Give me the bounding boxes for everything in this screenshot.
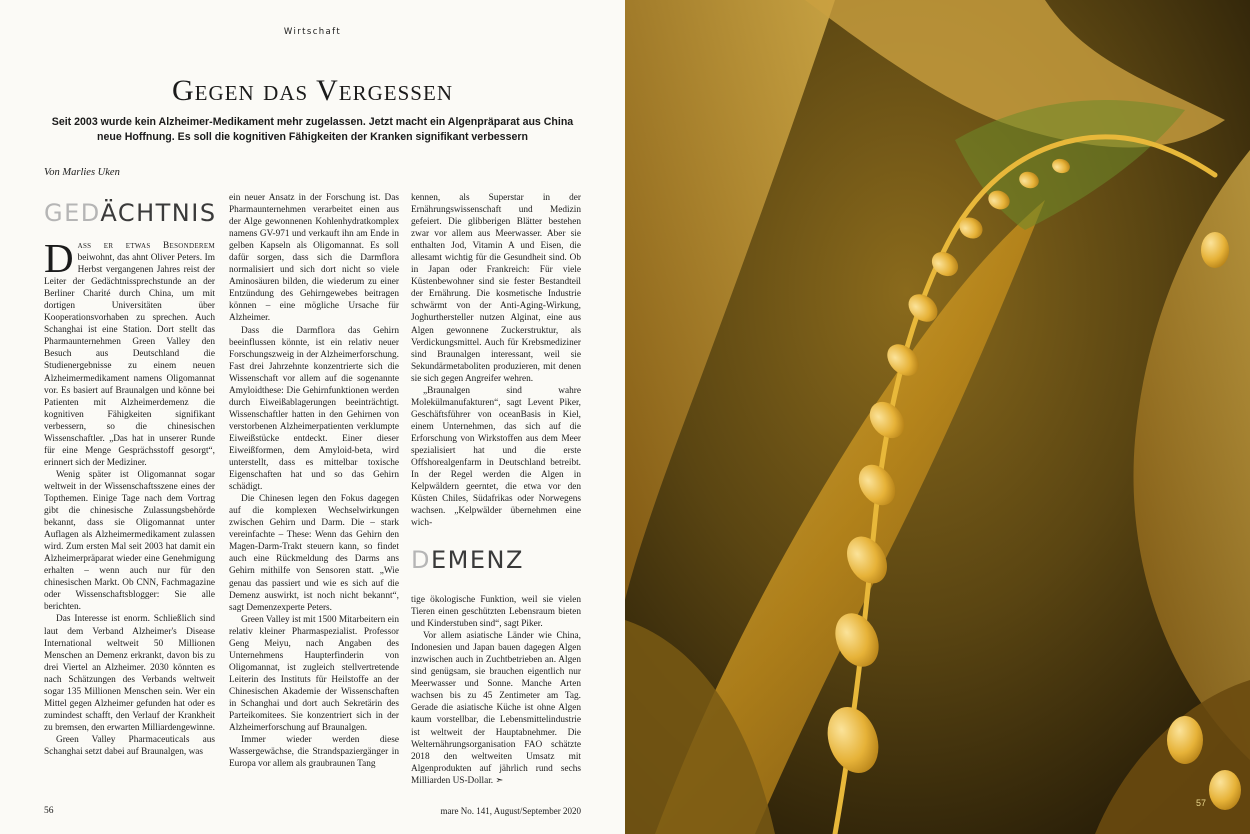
article-subtitle: Seit 2003 wurde kein Alzheimer-Medikament mehr zugelassen. Jetzt macht ein Algenpräparat aus China neue Hoffnung. Es soll die kognitiven Fähigkeiten der Kranken signifikant verbessern	[51, 116, 574, 143]
paragraph: Das Interesse ist enorm. Schließlich sind laut dem Verband Alzheimer's Disease International weltweit 50 Millionen Menschen an Demenz erkrankt, davon bis zu drei Viertel an Alzheimer. 2030 könnten es nach Schätzungen des Verbands weltweit sogar 135 Millionen Menschen sein. Wer ein Mittel gegen Alzheimer gefunden hat oder es zumindest schafft, den Verlauf der Krankheit zu bremsen, den erwarten Milliardengewinne.	[44, 614, 215, 733]
heading-dark-part: ÄCHTNIS	[100, 199, 217, 227]
heading-grey-part: D	[411, 546, 431, 574]
paragraph: „Braunalgen sind wahre Molekülmanufakturen“, sagt Levent Piker, Geschäftsführer von oceanBasis in Kiel, einem Unternehmen, das sich auf die Erforschung von Wirkstoffen aus dem Meer spezialisiert hat und die erste Offshorealgenfarm in Deutschland betreibt. In der Regel werden die Algen in Kelpwäldern geerntet, die etwa vor den Küsten Chiles, Südafrikas oder Norwegens wachsen. „Kelpwälder übernehmen eine wich-	[411, 385, 581, 529]
byline: Von Marlies Uken	[44, 167, 120, 178]
text-column-1	[44, 235, 215, 758]
paragraph: Immer wieder werden diese Wassergewächse, die Strandspaziergänger in Europa vor allem als graubraunen Tang	[229, 735, 399, 770]
heading-dark-part: EMENZ	[430, 546, 524, 574]
paragraph: ein neuer Ansatz in der Forschung ist. Das Pharmaunternehmen verarbeitet einen aus der Alge gewonnenen Kohlenhydratkomplex namens GV-971 und verkauft ihn am Ende in gelben Kapseln als Oligomannat. Es soll dafür sorgen, dass sich die Darmflora normalisiert und sich dort nicht so viele Aminosäuren bilden, die wiederum zu einer Entzündung des Gehirngewebes beitragen können – eine mögliche Ursache für Alzheimer.	[229, 193, 399, 324]
paragraph: Dass die Darmflora das Gehirn beeinflussen könnte, ist ein relativ neuer Forschungszweig in der Alzheimerforschung. Fast drei Jahrzehnte konzentrierte sich die Wissenschaft vor allem auf die sogenannte Amyloidthese: Die Gehirnfunktionen werden durch Eiweißablagerungen beeinträchtigt. Wissenschaftler hatten in den Gehirnen von verstorbenen Alzheimerpatienten verklumpte Eiweißstücke entdeckt. Einer dieser Eiweißformen, dem Amyloid-beta, wird unterstellt, dass es mittelbar toxische Eigenschaften hat und so das Gehirn schädigt.	[229, 325, 399, 493]
section-rubric: Wirtschaft	[283, 27, 342, 37]
heading-grey-part: GED	[44, 199, 101, 227]
article-title: Gegen das Vergessen	[172, 74, 453, 107]
paragraph: tige ökologische Funktion, weil sie vielen Tieren einen geschützten Lebensraum bieten und Kinderstuben sind“, sagt Piker.	[411, 595, 581, 630]
drop-cap: D	[44, 235, 74, 281]
kelp-photo	[625, 0, 1250, 834]
text-column-3	[411, 192, 581, 529]
paragraph: Dass er etwas Besonderem beiwohnt, das ahnt Oliver Peters. Im Herbst vergangenen Jahres reist der Leiter der Gedächtnissprechstunde an der Berliner Charité durch China, um mit dortigen Universitäten über Kooperationsvorhaben zu sprechen. Auch Schanghai ist eine Station. Dort stellt das Pharmaunternehmen Green Valley den Besuch aus Deutschland die Studienergebnisse zu einem neuen Alzheimermedikament namens Oligomannat vor. Es basiert auf Braunalgen und könne bei Patienten mit Alzheimerdemenz die kognitiven Fähigkeiten signifikant verbessern, so die chinesischen Wissenschaftler. „Das hat in unserer Runde für eine Menge Gesprächsstoff gesorgt“, erinnert sich der Mediziner.	[44, 235, 215, 468]
page-number-left: 56	[44, 806, 54, 816]
kelp-illustration	[625, 0, 1250, 834]
page-number-right: 57	[1195, 798, 1206, 808]
text-column-3-continued	[411, 594, 581, 787]
issue-credit: mare No. 141, August/September 2020	[440, 806, 581, 816]
paragraph: Green Valley Pharmaceuticals aus Schanghai setzt dabei auf Braunalgen, was	[44, 734, 215, 757]
paragraph: Green Valley ist mit 1500 Mitarbeitern ein relativ kleiner Pharmaspezialist. Professor Geng Meiyu, nach Angaben des Unternehmens Haupterfinderin von Oligomannat, ist zugleich stellvertretende Leiterin des Instituts für Heilstoffe an der Chinesischen Akademie der Wissenschaften in Schanghai und dort auch Sekretärin des Parteikomitees. Sie konzentriert sich in der Alzheimerforschung auf Braunalgen.	[229, 614, 399, 734]
section-heading-gedaechtnis	[44, 199, 217, 227]
paragraph: Die Chinesen legen den Fokus dagegen auf die komplexen Wechselwirkungen zwischen Gehirn und Darm. Die – stark vereinfachte – These: Wenn das Gehirn den Magen-Darm-Trakt steuern kann, so findet auch eine Rückmeldung des Darms ans Gehirn mithilfe von Sensoren statt. „Wie genau das passiert und wie es sich auf die Demenz auswirkt, ist noch nicht bekannt“, sagt Demenzexperte Peters.	[229, 494, 399, 613]
paragraph: Wenig später ist Oligomannat sogar weltweit in der Wissenschaftsszene eines der Topthemen. Einige Tage nach dem Vortrag gibt die chinesische Zulassungsbehörde bekannt, dass sie Oligomannat unter Auflagen als Alzheimermedikament zulassen wird. Zum ersten Mal seit 2003 hat damit ein Alzheimerpräparat wieder eine Genehmigung erhalten – wenn auch nur für den chinesischen Markt. Ob CNN, Fachmagazine oder Wissenschaftsblogger: Sie alle berichten.	[44, 469, 215, 613]
paragraph: kennen, als Superstar in der Ernährungswissenschaft und Medizin gefeiert. Die glibberigen Blätter bestehen zwar vor allem aus Meerwasser. Aber sie enthalten Jod, Vitamin A und Eisen, die allesamt wichtig für die Gesundheit sind. Ob in Japan oder Frankreich: Für viele Küstenbewohner sind sie fester Bestandteil der Ernährung. Die kosmetische Industrie schwärmt von der Anti-Aging-Wirkung, Joghurthersteller nutzen Alginat, eine aus Algen gewonnene Zuckerstruktur, als Verdickungsmittel. Auch für Krebsmediziner sind Braunalgen interessant, weil sie Sekundärmetaboliten produzieren, mit denen sie sich gegen Angreifer wehren.	[411, 193, 581, 384]
lead-in: ass er etwas Besonderem	[77, 241, 215, 251]
section-heading-demenz	[411, 546, 524, 574]
text-column-2	[229, 192, 399, 770]
paragraph: Vor allem asiatische Länder wie China, Indonesien und Japan bauen dagegen Algen inzwischen auch in Zuchtbetrieben an. Algen sind genügsam, sie brauchen eigentlich nur Meerwasser und Sonne. Manche Arten wachsen bis zu 45 Zentimeter am Tag. Gerade die asiatische Küche ist ohne Algen kaum vorstellbar, die Lebensmittelindustrie ist weltweit der Hauptabnehmer. Die Welternährungsorganisation FAO schätzte 2018 den weltweiten Umsatz mit Algenprodukten auf jährlich rund sechs Milliarden US-Dollar. ➣	[411, 631, 581, 786]
